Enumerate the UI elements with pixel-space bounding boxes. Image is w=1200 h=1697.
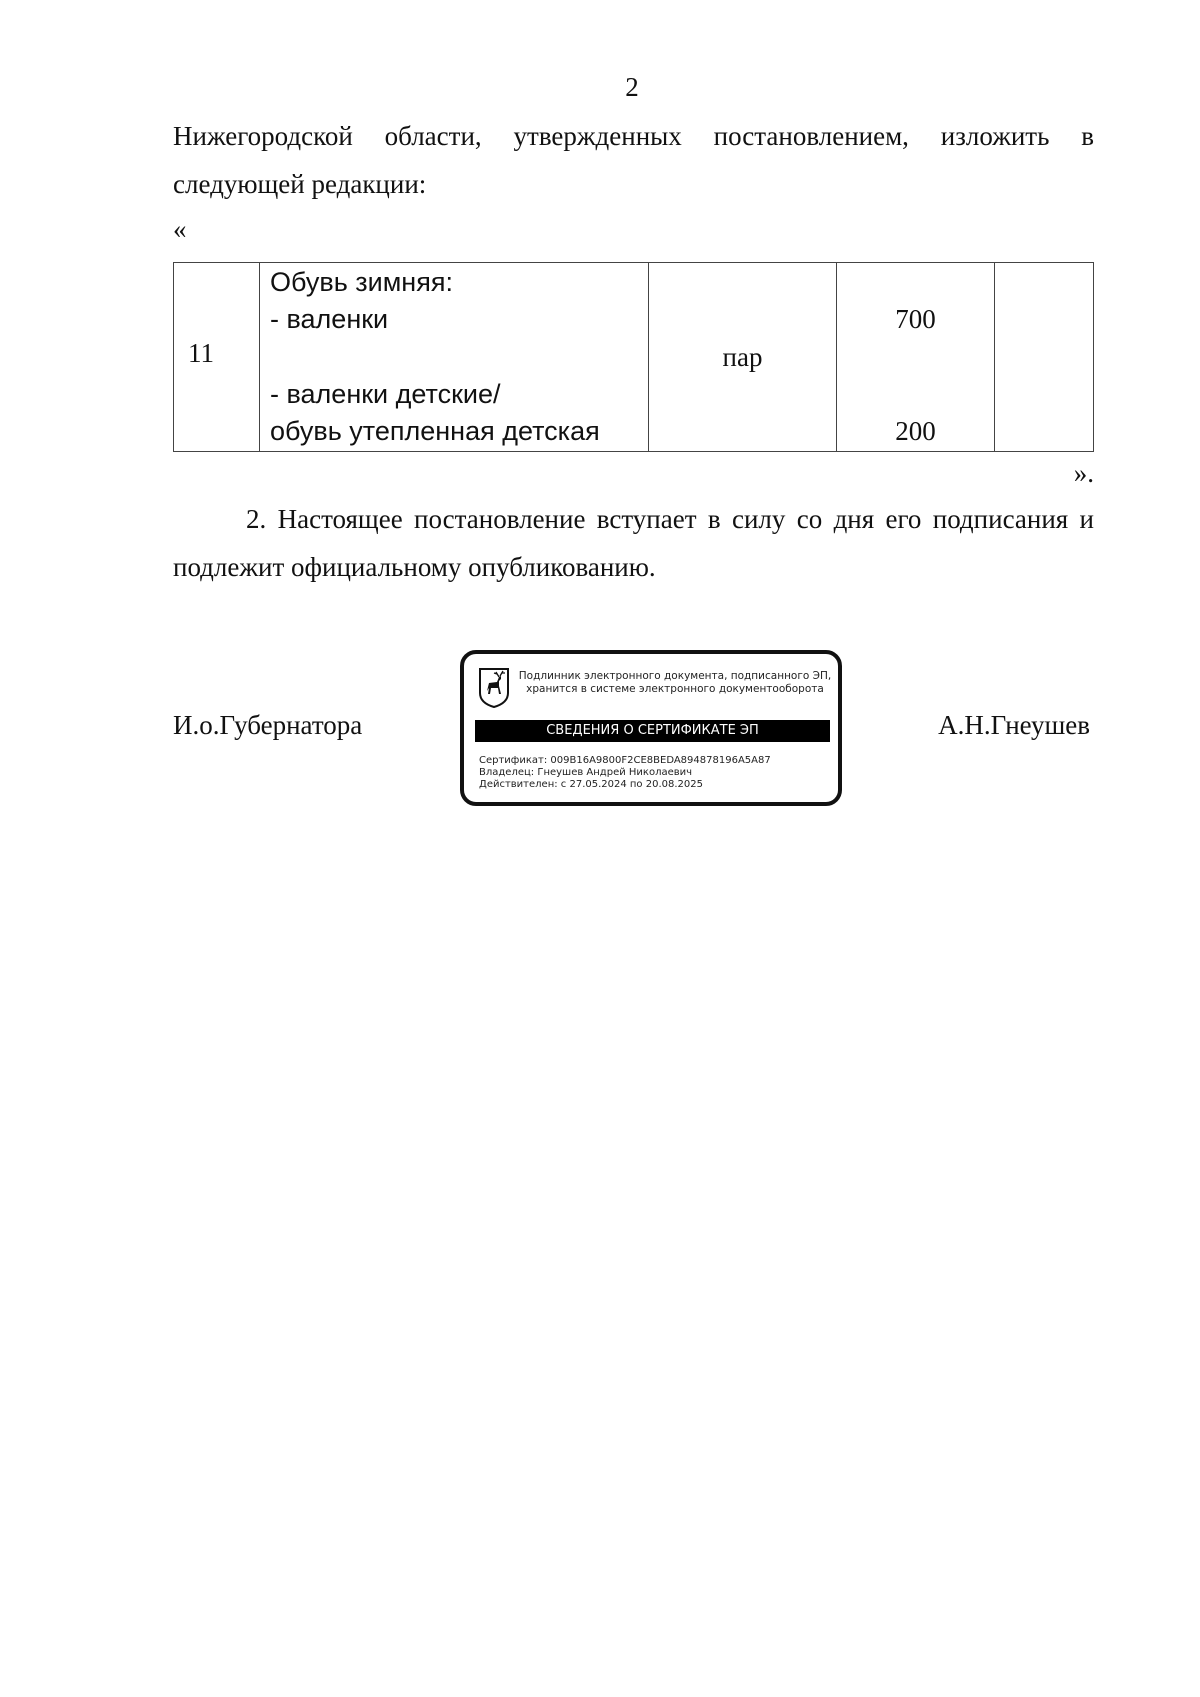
closing-quote: ». <box>1073 458 1094 488</box>
item-title: Обувь зимняя: <box>270 267 453 297</box>
item-name-cell <box>260 263 649 452</box>
certificate-number: Сертификат: 009B16A9800F2CE8BEDA894878196A5A87 <box>479 755 771 766</box>
unit-label: пар <box>722 342 763 372</box>
stamp-caption <box>516 670 834 696</box>
intro-line2: в следующей редакции: <box>173 121 1095 199</box>
quantity-valenki: 700 <box>895 304 936 334</box>
signatory-name: А.Н.Гнеушев <box>938 710 1090 740</box>
items-table <box>173 262 1094 452</box>
item-valenki: - валенки <box>270 304 389 334</box>
intro-word: области, <box>384 121 482 151</box>
stamp-caption-line1: Подлинник электронного документа, подписанного ЭП, <box>518 670 832 682</box>
stamp-caption-line2: хранится в системе электронного документооборота <box>526 683 824 695</box>
item-kids-line1: - валенки детские/ <box>270 379 501 409</box>
table-row <box>174 263 1094 452</box>
item-kids-line2: обувь утепленная детская <box>270 416 600 446</box>
quantity-kids: 200 <box>895 416 936 446</box>
paragraph-2: 2. Настоящее постановление вступает в силу со дня его подписания и подлежит официальному опубликованию. <box>173 504 1094 582</box>
signatory-position: И.о.Губернатора <box>173 710 363 740</box>
certificate-details <box>479 755 771 791</box>
empty-cell <box>995 263 1094 452</box>
page-number: 2 <box>625 72 639 102</box>
intro-word: изложить <box>940 121 1050 151</box>
intro-word: утвержденных <box>513 121 682 151</box>
certificate-header: СВЕДЕНИЯ О СЕРТИФИКАТЕ ЭП <box>475 720 830 742</box>
quantity-cell <box>837 263 995 452</box>
intro-word: постановлением, <box>713 121 909 151</box>
intro-word: Нижегородской <box>173 121 353 151</box>
opening-quote: « <box>173 214 187 244</box>
row-number: 11 <box>188 338 214 368</box>
e-signature-stamp <box>460 650 842 806</box>
certificate-validity: Действителен: с 27.05.2024 по 20.08.2025 <box>479 779 703 790</box>
intro-paragraph <box>173 112 1094 208</box>
certificate-owner: Владелец: Гнеушев Андрей Николаевич <box>479 767 693 778</box>
unit-cell <box>649 263 837 452</box>
deer-emblem-icon <box>478 667 510 709</box>
row-number-cell <box>174 263 260 452</box>
